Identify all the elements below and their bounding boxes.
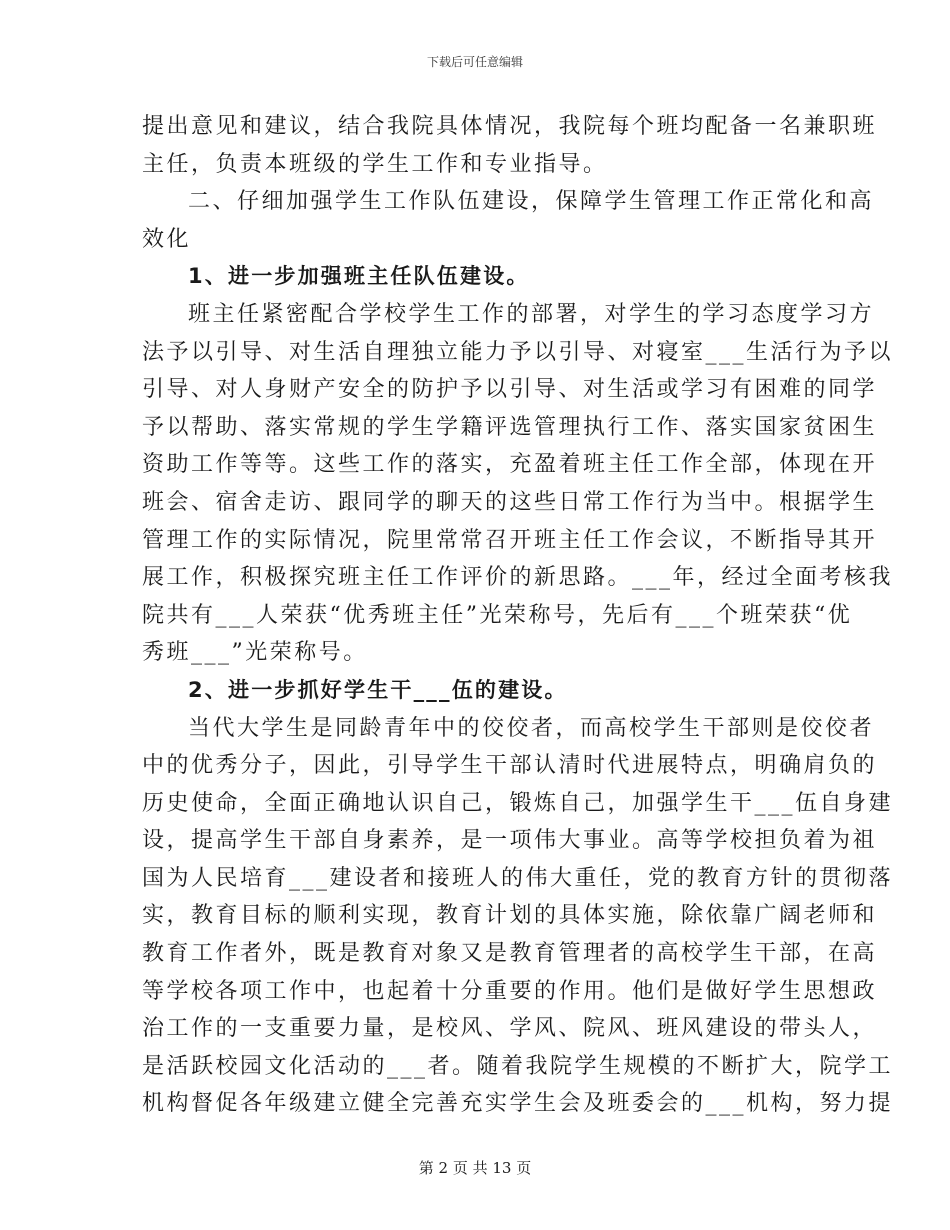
paragraph-line: 国为人民培育___建设者和接班人的伟大重任，党的教育方针的贯彻落 [142,865,894,891]
paragraph-line: 治工作的一支重要力量，是校风、学风、院风、班风建设的带头人， [142,1016,878,1042]
document-body [142,108,894,1123]
paragraph-line: 机构督促各年级建立健全完善充实学生会及班委会的___机构，努力提 [142,1091,894,1117]
paragraph-line: 法予以引导、对生活自理独立能力予以引导、对寝室___生活行为予以 [142,339,894,365]
paragraph-line: 予以帮助、落实常规的学生学籍评选管理执行工作、落实国家贫困生 [142,414,878,440]
subsection-heading: 1、进一步加强班主任队伍建设。 [188,264,530,289]
section-heading-line: 效化 [142,226,192,252]
paragraph-line: 院共有___人荣获“优秀班主任”光荣称号，先后有___个班荣获“优 [142,602,853,628]
paragraph-line: 主任，负责本班级的学生工作和专业指导。 [142,151,608,177]
paragraph-line: 是活跃校园文化活动的___者。随着我院学生规模的不断扩大，院学工 [142,1053,894,1079]
paragraph-line: 班会、宿舍走访、跟同学的聊天的这些日常工作行为当中。根据学生 [142,489,878,515]
paragraph-line: 设，提高学生干部自身素养，是一项伟大事业。高等学校担负着为祖 [142,828,878,854]
paragraph-line: 管理工作的实际情况，院里常常召开班主任工作会议，不断指导其开 [142,527,878,553]
page-header: 下载后可任意编辑 [426,55,523,69]
paragraph-line: 提出意见和建议，结合我院具体情况，我院每个班均配备一名兼职班 [142,114,878,139]
paragraph-line: 引导、对人身财产安全的防护予以引导、对生活或学习有困难的同学 [142,377,878,403]
paragraph-line: 历史使命，全面正确地认识自己，锻炼自己，加强学生干___伍自身建 [142,790,894,816]
paragraph-line: 等学校各项工作中，也起着十分重要的作用。他们是做好学生思想政 [142,978,878,1004]
paragraph-line: 秀班___”光荣称号。 [142,640,368,666]
paragraph-line: 当代大学生是同龄青年中的佼佼者，而高校学生干部则是佼佼者 [188,715,875,741]
paragraph-line: 展工作，积极探究班主任工作评价的新思路。___年，经过全面考核我 [142,565,894,591]
paragraph-line: 教育工作者外，既是教育对象又是教育管理者的高校学生干部，在高 [142,941,878,967]
paragraph-line: 资助工作等等。这些工作的落实，充盈着班主任工作全部，体现在开 [142,452,878,478]
subsection-heading: 2、进一步抓好学生干___伍的建设。 [188,677,568,702]
paragraph-line: 实，教育目标的顺利实现，教育计划的具体实施，除依靠广阔老师和 [142,903,878,929]
page-number-footer: 第 2 页 共 13 页 [418,1159,532,1177]
paragraph-line: 班主任紧密配合学校学生工作的部署，对学生的学习态度学习方 [188,301,875,327]
section-heading-line: 二、仔细加强学生工作队伍建设，保障学生管理工作正常化和高 [188,189,875,215]
paragraph-line: 中的优秀分子，因此，引导学生干部认清时代进展特点，明确肩负的 [142,753,878,779]
